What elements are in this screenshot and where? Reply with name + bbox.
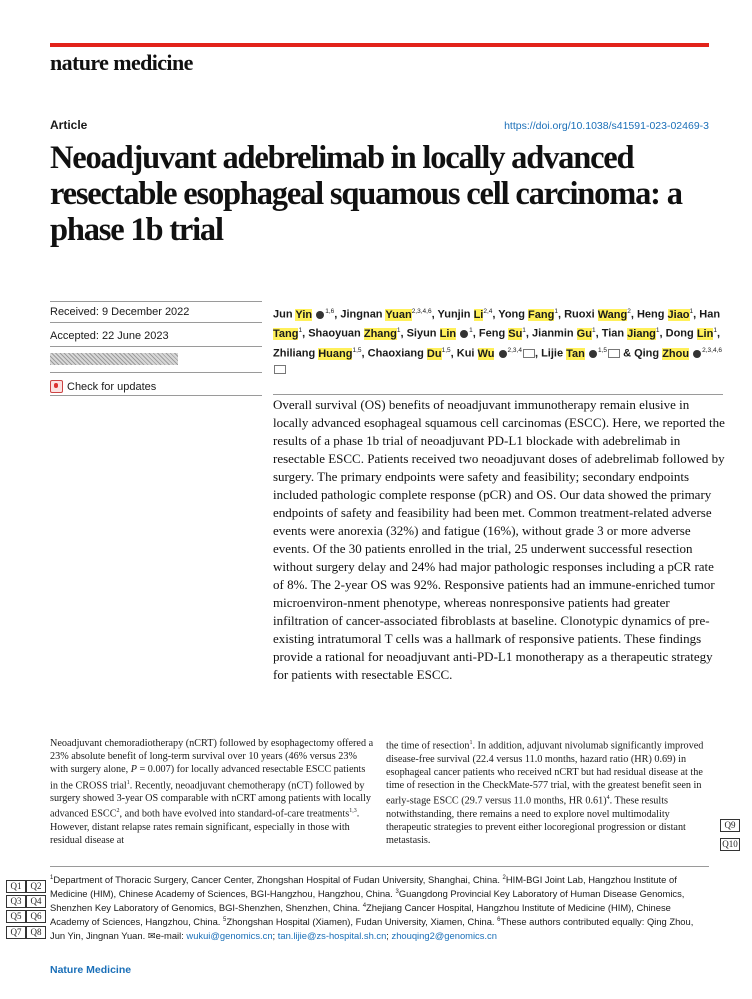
accepted-date: Accepted: 22 June 2023 — [50, 330, 169, 342]
author-surname: Lin — [439, 328, 457, 341]
author-surname: Yuan — [385, 308, 412, 321]
check-updates-label: Check for updates — [67, 380, 157, 393]
author-surname: Wang — [597, 308, 628, 321]
affiliations-footnote: $^1$Department of Thoracic Surgery, Cancer Center, Zhongshan Hospital of Fudan University, Shanghai, China. $^2$HIM-BGI Joint Lab, Hangzhou Institute of Medicine (HIM), Chinese Academy of Sciences, BGI-Hangzhou, Hangzhou, China. $^3$Guangdong Provincial Key Laboratory of Human Disease Genomics, Shenzhen Key Laboratory of Genomics, BGI-Shenzhen, Shenzhen, China. $^4$Zhejiang Cancer Hospital, Hangzhou Institute of Medicine (HIM), Chinese Academy of Sciences, Hangzhou, China. $^5$Zhongshan Hospital (Xiamen), Fudan University, Xiamen, China. $^6$These authors contributed equally: Qing Zhou, Jun Yin, Jingnan Yuan. ✉e-mail: wukui@genomics.cn; tan.lijie@zs-hospital.sh.cn; zhouqing2@genomics.cn — [50, 874, 694, 941]
author-surname: Huang — [318, 347, 353, 360]
query-tag[interactable]: Q10 — [720, 838, 740, 851]
author-surname: Fang — [528, 308, 555, 321]
author-list: Jun Yin $^{1,6}$, Jingnan Yuan$^{2,3,4,6}$, Yunjin Li$^{2,4}$, Yong Fang$^1$, Ruoxi Wang$^2$, Heng Jiao$^1$, Han Tang$^1$, Shaoyuan Zhang$^1$, Siyun Lin $^1$, Feng Su$^1$, Jianmin Gu$^1$, Tian Jiang$^1$, Dong Lin$^1$, Zhiliang Huang$^{1,5}$, Chaoxiang Du$^{1,5}$, Kui Wu $^{2,3,4}$ , Lijie Tan $^{1,5}$ & Qing Zhou $^{2,3,4,6}$ — [273, 304, 723, 378]
footer-journal: Nature Medicine — [50, 964, 132, 976]
author-surname: Jiang — [627, 328, 656, 341]
author-surname: Lin — [696, 328, 714, 341]
query-tag[interactable]: Q8 — [26, 926, 46, 939]
doi-link[interactable]: https://doi.org/10.1038/s41591-023-02469-3 — [504, 120, 709, 132]
query-tag[interactable]: Q4 — [26, 895, 46, 908]
journal-name: nature medicine — [50, 50, 193, 75]
abstract-divider — [273, 394, 723, 395]
email-icon[interactable] — [523, 349, 535, 358]
paper-title: Neoadjuvant adebrelimab in locally advanced resectable esophageal squamous cell carcinoma: a phase 1b trial — [50, 140, 682, 248]
meta-divider — [50, 301, 262, 302]
email-icon[interactable] — [608, 349, 620, 358]
article-type: Article — [50, 118, 88, 132]
meta-divider — [50, 372, 262, 373]
author-surname: Jiao — [667, 308, 690, 321]
email-link[interactable]: zhouqing2@genomics.cn — [391, 929, 497, 941]
crossmark-icon — [50, 380, 63, 393]
author-surname: Du — [426, 347, 442, 360]
orcid-icon[interactable] — [316, 311, 324, 319]
query-tag[interactable]: Q5 — [6, 910, 26, 923]
orcid-icon[interactable] — [499, 350, 507, 358]
body-column-right: the time of resection$^1$. In addition, adjuvant nivolumab significantly improved disease-free survival (22.4 versus 11.0 months, hazard ratio (HR) 0.69) in esophageal cancer patients who received nCRT but had residual disease at the time of resection in the CheckMate-577 trial, with the greatest benefit seen in early-stage ESCC (29.7 versus 11.0 months, HR 0.61)$^4$. These results notwithstanding, there remains a need to explore novel multimodality therapeutic strategies to prevent either locoregional progression or distant metastasis. — [386, 740, 704, 847]
published-date-redacted — [50, 353, 178, 365]
author-surname: Li — [473, 308, 484, 321]
email-link[interactable]: wukui@genomics.cn — [186, 929, 273, 941]
check-updates-link[interactable] — [50, 380, 156, 393]
meta-divider — [50, 395, 262, 396]
query-tag[interactable]: Q9 — [720, 819, 740, 832]
author-surname: Zhou — [662, 347, 690, 360]
body-column-left: Neoadjuvant chemoradiotherapy (nCRT) followed by esophagectomy offered a 23% absolute benefit of long-term survival over 10 years (46% versus 23% with surgery alone, P = 0.007) for locally advanced resectable ESCC patients in the CROSS trial$^1$. Recently, neoadjuvant chemotherapy (nCT) followed by surgery showed 3-year OS comparable with nCRT among patients with locally advanced ESCC$^2$, and both have evolved into standard-of-care treatments$^{1,3}$. However, distant relapse rates remain significant, especially in those with residual disease at — [50, 738, 374, 847]
author-surname: Gu — [576, 328, 592, 341]
author-surname: Tan — [566, 347, 585, 360]
author-surname: Wu — [477, 347, 495, 360]
query-tag[interactable]: Q7 — [6, 926, 26, 939]
query-tag[interactable]: Q2 — [26, 880, 46, 893]
author-surname: Tang — [273, 328, 299, 341]
footnote-divider — [50, 866, 709, 867]
orcid-icon[interactable] — [460, 330, 468, 338]
query-tag[interactable]: Q3 — [6, 895, 26, 908]
orcid-icon[interactable] — [589, 350, 597, 358]
meta-divider — [50, 322, 262, 323]
email-icon[interactable] — [274, 365, 286, 374]
received-date: Received: 9 December 2022 — [50, 306, 190, 318]
meta-divider — [50, 346, 262, 347]
journal-header-bar — [50, 43, 709, 47]
abstract: Overall survival (OS) benefits of neoadjuvant immunotherapy remain elusive in locally advanced esophageal squamous cell carcinomas (ESCC). Here, we reported the results of a phase 1b trial of neoadjuvant PD-L1 blockade with adebrelimab in resectable ESCC. Patients received two neoadjuvant doses of adebrelimab followed by surgery. The primary endpoints were safety and feasibility; secondary endpoints included pathologic complete response (pCR) and OS. Our data showed the primary endpoints of safety and feasibility had been met. Common treatment-related adverse events were anorexia (32%) and fatigue (16%), without grade 3 or more adverse events. Of the 30 patients enrolled in the trial, 25 underwent successful resection without surgery delay and 24% had major pathologic responses including a pCR rate of 8%. The 2-year OS was 92%. Responsive patients had an immune-enriched tumor microenviron-nment phenotype, whereas nonresponsive patients had greater infiltration of cancer-associated fibroblasts at baseline. Clonotypic dynamics of pre-existing intratumoral T cells was a hallmark of responsive patients. These findings provide a rational for neoadjuvant anti-PD-L1 monotherapy as a therapeutic strategy for patients with resectable ESCC. — [273, 397, 725, 682]
query-tag[interactable]: Q1 — [6, 880, 26, 893]
orcid-icon[interactable] — [693, 350, 701, 358]
author-surname: Su — [508, 328, 523, 341]
author-surname: Yin — [295, 308, 313, 321]
email-link[interactable]: tan.lijie@zs-hospital.sh.cn — [277, 929, 387, 941]
author-surname: Zhang — [363, 328, 397, 341]
query-tag[interactable]: Q6 — [26, 910, 46, 923]
